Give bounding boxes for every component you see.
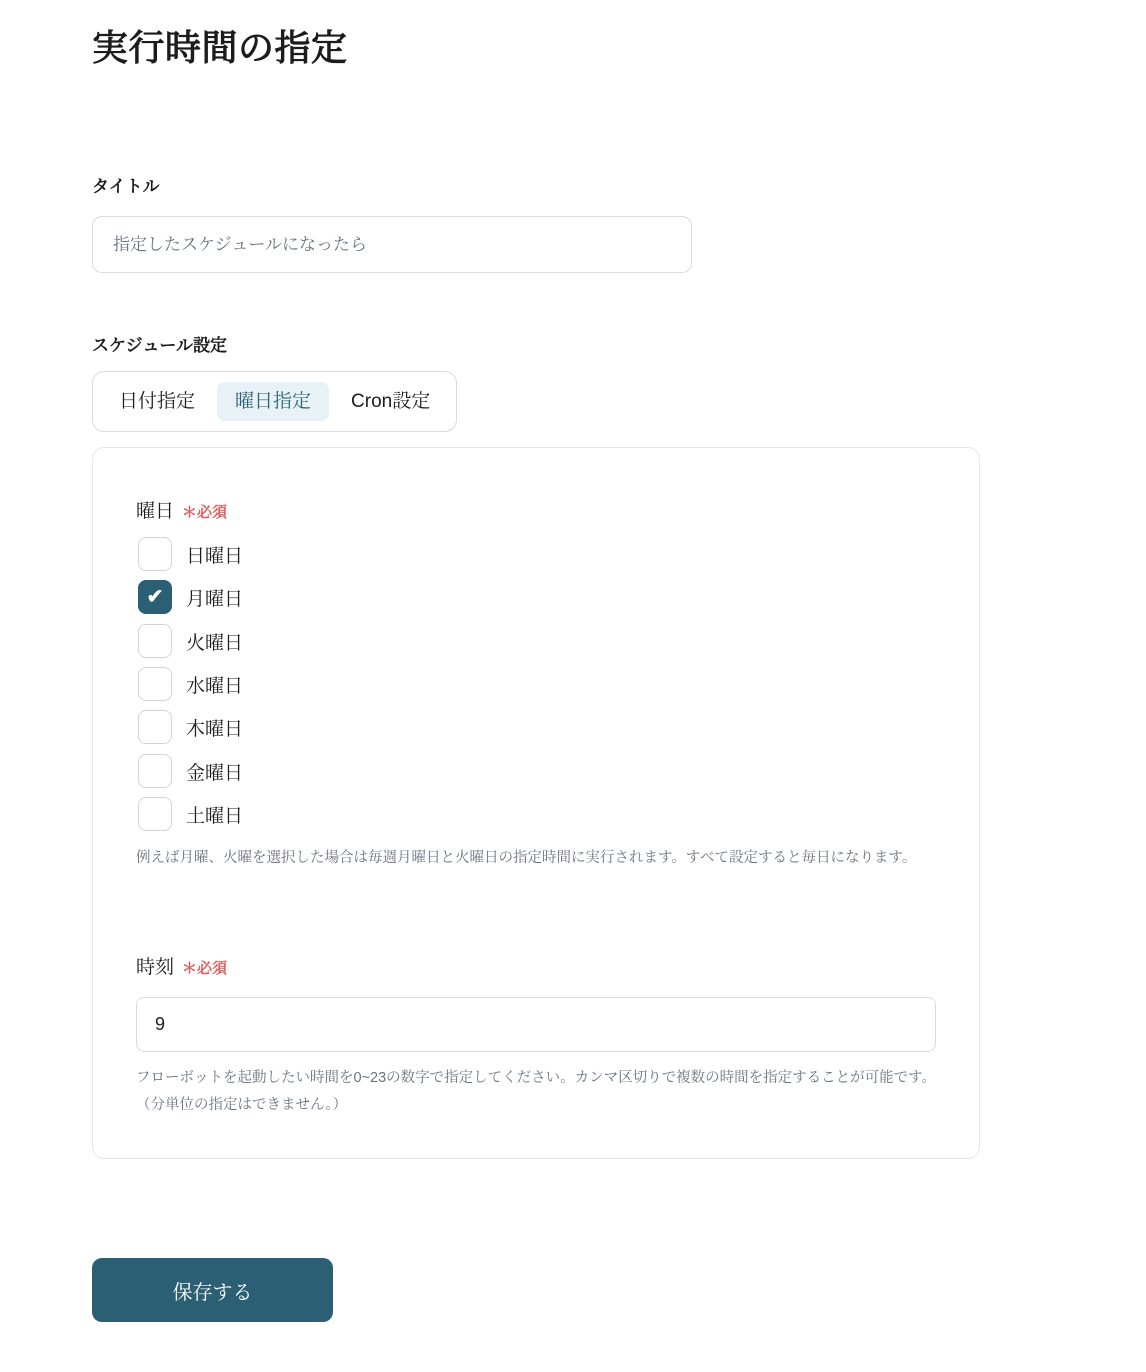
schedule-type-tabs [92,371,457,432]
checkbox-row-monday[interactable] [138,581,243,613]
checkbox-row-tuesday[interactable] [138,625,243,657]
checkbox-label-monday: 月曜日 [186,588,244,610]
checkbox-label-sunday: 日曜日 [186,545,244,567]
tab-cron[interactable]: Cron設定 [333,382,448,421]
checkbox-row-sunday[interactable] [138,538,243,570]
time-group-header [136,952,227,979]
weekday-required-badge: ＊必須 [182,504,228,521]
tab-weekday[interactable]: 曜日指定 [217,382,329,421]
checkbox-sunday[interactable] [138,537,172,571]
time-group-label: 時刻 [136,957,175,978]
weekday-group-label: 曜日 [136,501,175,522]
time-hint-text: フローボットを起動したい時間を0~23の数字で指定してください。カンマ区切りで複数の時間を指定することが可能です。（分単位の指定はできません。） [136,1070,936,1113]
checkbox-label-thursday: 木曜日 [186,718,244,740]
checkbox-wednesday[interactable] [138,667,172,701]
checkbox-thursday[interactable] [138,710,172,744]
weekday-hint-text: 例えば月曜、火曜を選択した場合は毎週月曜日と火曜日の指定時間に実行されます。すべて設定すると毎日になります。 [136,850,917,866]
time-input[interactable] [136,997,936,1052]
checkbox-monday[interactable] [138,580,172,614]
page-title: 実行時間の指定 [92,27,348,68]
checkbox-row-friday[interactable] [138,755,243,787]
checkbox-label-tuesday: 火曜日 [186,632,244,654]
checkbox-row-saturday[interactable] [138,798,243,830]
checkbox-tuesday[interactable] [138,624,172,658]
schedule-settings-label: スケジュール設定 [92,336,227,355]
tab-date[interactable]: 日付指定 [101,382,213,421]
save-button[interactable]: 保存する [92,1258,333,1322]
checkbox-saturday[interactable] [138,797,172,831]
weekday-group-header [136,496,227,523]
checkbox-label-wednesday: 水曜日 [186,675,244,697]
checkbox-label-friday: 金曜日 [186,762,244,784]
check-icon: ✔ [146,586,164,608]
checkbox-row-thursday[interactable] [138,711,243,743]
title-input[interactable] [92,216,692,273]
checkbox-row-wednesday[interactable] [138,668,243,700]
checkbox-friday[interactable] [138,754,172,788]
title-field-label: タイトル [92,177,160,196]
checkbox-label-saturday: 土曜日 [186,805,244,827]
time-required-badge: ＊必須 [182,960,228,977]
